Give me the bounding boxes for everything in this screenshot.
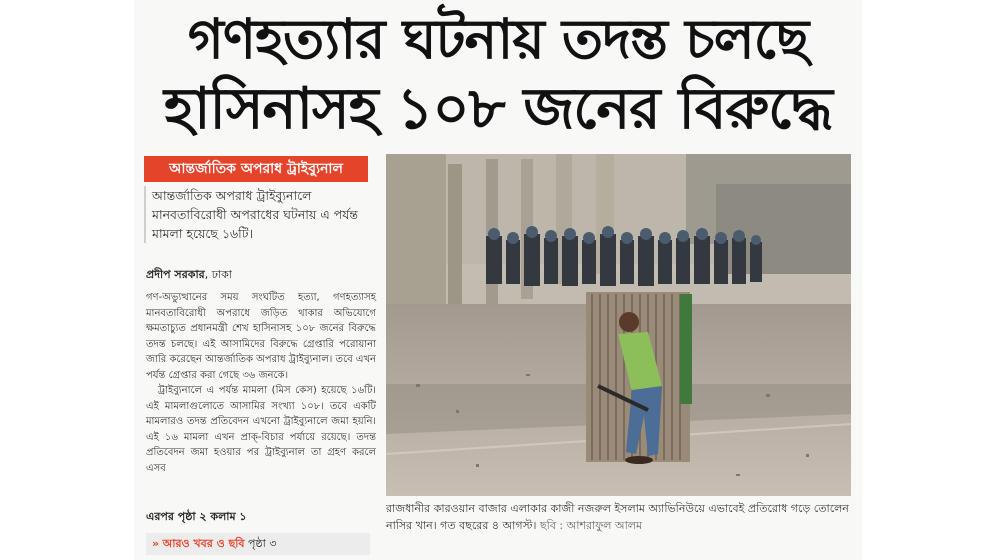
photo-caption (386, 500, 851, 534)
more-news-label: আরও খবর ও ছবি (162, 537, 245, 550)
article-paragraph-2: ট্রাইব্যুনালে এ পর্যন্ত মামলা (মিস কেস) হয়েছে ১৬টি। এই মামলাগুলোতে আসামির সংখ্যা ১০৮। তবে একটি মামলারও তদন্ত প্রতিবেদন এখনো ট্রাইব্যুনালে জমা হয়নি। এই ১৬ মামলা এখন প্রাক্-বিচার পর্যায়ে রয়েছে। তদন্ত প্রতিবেদন জমা হওয়ার পর ট্রাইব্যুনাল তা গ্রহণ করলে এসব (146, 385, 376, 474)
article-paragraph-1: গণ-অভ্যুত্থানের সময় সংঘটিত হত্যা, গণহত্যাসহ মানবতাবিরোধী অপরাধে জড়িত থাকার অভিযোগে ক্ষমতাচ্যুত প্রধানমন্ত্রী শেখ হাসিনাসহ ১০৮ জনের বিরুদ্ধে তদন্ত চলছে। এই আসামিদের বিরুদ্ধে গ্রেপ্তারি পরোয়ানা জারি করেছেন আন্তর্জাতিক অপরাধ ট্রাইব্যুনাল। তবে এখন পর্যন্ত গ্রেপ্তার করা গেছে ৩৬ জনকে। (146, 292, 376, 381)
newspaper-page (134, 0, 862, 560)
headline-line-2: হাসিনাসহ ১০৮ জনের বিরুদ্ধে (164, 76, 832, 142)
caption-credit-name: আশরাফুল আলম (566, 519, 643, 532)
byline-author: প্রদীপ সরকার (146, 268, 205, 281)
article-body (146, 290, 376, 476)
more-news-box[interactable] (146, 533, 370, 555)
news-photo (386, 154, 851, 496)
section-kicker: আন্তর্জাতিক অপরাধ ট্রাইব্যুনাল (144, 156, 368, 182)
intro-summary: আন্তর্জাতিক অপরাধ ট্রাইব্যুনালে মানবতাবিরোধী অপরাধের ঘটনায় এ পর্যন্ত মামলা হয়েছে ১৬টি। (144, 186, 374, 243)
byline: প্রদীপ সরকার, ঢাকা (146, 268, 232, 281)
headline-line-1: গণহত্যার ঘটনায় তদন্ত চলছে (187, 7, 809, 71)
continued-on-page: এরপর পৃষ্ঠা ২ কলাম ১ (146, 510, 247, 523)
caption-credit-label: ছবি : (540, 519, 564, 532)
caption-text: রাজধানীর কারওয়ান বাজার এলাকার কাজী নজরুল ইসলাম অ্যাভিনিউয়ে এভাবেই প্রতিরোধ গড়ে তোলেন নাসির খান। গত বছরের ৪ আগস্ট। (386, 502, 849, 532)
more-news-page: পৃষ্ঠা ৩ (248, 537, 277, 550)
byline-location: ঢাকা (211, 268, 232, 281)
double-chevron-icon: » (152, 537, 160, 550)
